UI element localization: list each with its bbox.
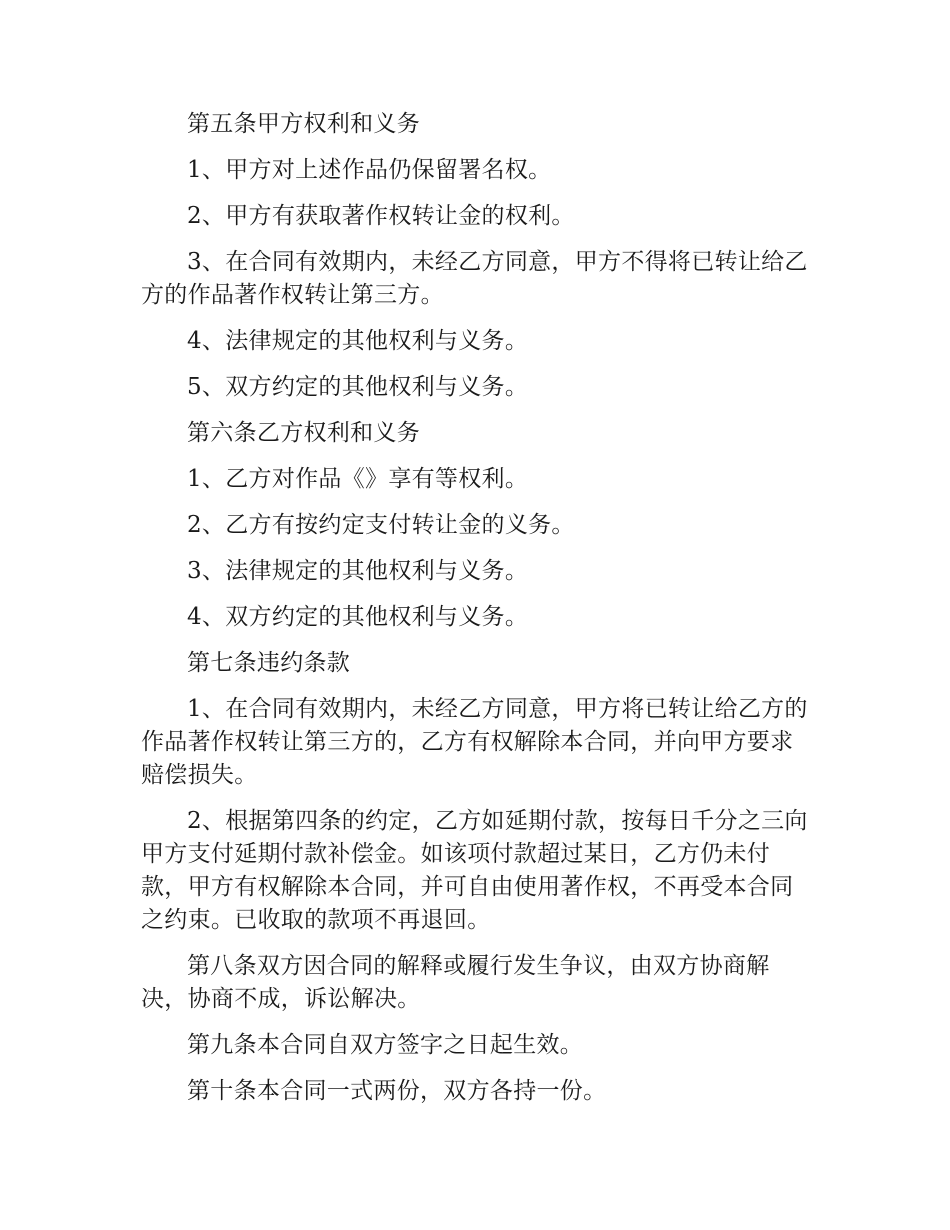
article-5-item-2: 2、甲方有获取著作权转让金的权利。	[187, 203, 575, 229]
article-5-item-3: 3、在合同有效期内，未经乙方同意，甲方不得将已转让给乙方的作品著作权转让第三方。	[141, 249, 808, 308]
article-5-item-4: 4、法律规定的其他权利与义务。	[187, 328, 529, 354]
article-6-heading: 第六条乙方权利和义务	[187, 420, 420, 446]
article-5-item-5: 5、双方约定的其他权利与义务。	[187, 374, 529, 400]
article-7-item-1: 1、在合同有效期内，未经乙方同意，甲方将已转让给乙方的作品著作权转让第三方的，乙方有权解除本合同，并向甲方要求赔偿损失。	[141, 696, 808, 788]
article-6-item-1: 1、乙方对作品《》享有等权利。	[187, 466, 529, 492]
article-9: 第九条本合同自双方签字之日起生效。	[187, 1032, 584, 1058]
article-10: 第十条本合同一式两份，双方各持一份。	[187, 1078, 607, 1104]
article-5-item-1: 1、甲方对上述作品仍保留署名权。	[187, 157, 552, 183]
article-8: 第八条双方因合同的解释或履行发生争议，由双方协商解决，协商不成，诉讼解决。	[141, 953, 770, 1012]
article-7-item-2: 2、根据第四条的约定，乙方如延期付款，按每日千分之三向甲方支付延期付款补偿金。如该项付款超过某日，乙方仍未付款，甲方有权解除本合同，并可自由使用著作权，不再受本合同之约束。已收取的款项不再退回。	[141, 808, 808, 933]
article-6-item-2: 2、乙方有按约定支付转让金的义务。	[187, 512, 575, 538]
article-6-item-4: 4、双方约定的其他权利与义务。	[187, 604, 529, 630]
article-5-heading: 第五条甲方权利和义务	[187, 111, 420, 137]
article-6-item-3: 3、法律规定的其他权利与义务。	[187, 558, 529, 584]
article-7-heading: 第七条违约条款	[187, 650, 351, 676]
document-page	[141, 108, 813, 1121]
